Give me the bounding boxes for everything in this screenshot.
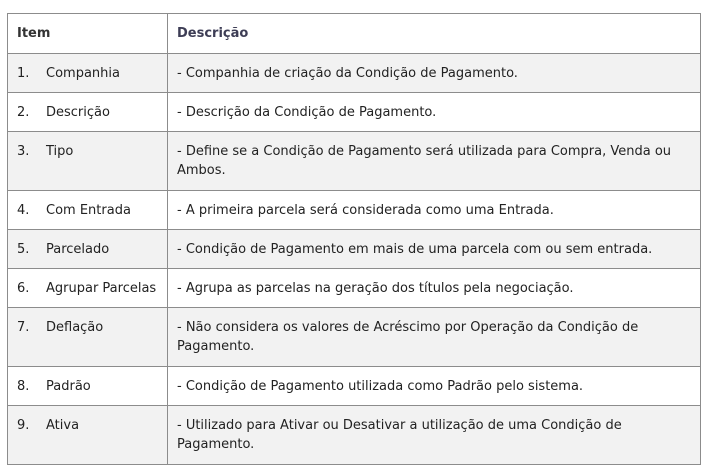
item-cell bbox=[8, 269, 168, 308]
table-row bbox=[8, 406, 701, 465]
item-number: 4. bbox=[17, 203, 30, 218]
description-cell: - Utilizado para Ativar ou Desativar a utilização de uma Condição de Pagamento. bbox=[168, 406, 701, 465]
item-number: 9. bbox=[17, 418, 30, 433]
table-row bbox=[8, 132, 701, 191]
item-number: 5. bbox=[17, 242, 30, 257]
table-row bbox=[8, 93, 701, 132]
item-name: Padrão bbox=[46, 379, 91, 394]
item-cell bbox=[8, 367, 168, 406]
description-cell: - Condição de Pagamento utilizada como Padrão pelo sistema. bbox=[168, 367, 701, 406]
item-cell bbox=[8, 132, 168, 191]
header-descricao: Descrição bbox=[168, 14, 701, 54]
item-name: Descrição bbox=[46, 105, 110, 120]
item-number: 2. bbox=[17, 105, 30, 120]
table-row bbox=[8, 269, 701, 308]
table-row bbox=[8, 191, 701, 230]
table-row bbox=[8, 230, 701, 269]
table-header-row bbox=[8, 14, 701, 54]
item-cell bbox=[8, 93, 168, 132]
description-cell: - Descrição da Condição de Pagamento. bbox=[168, 93, 701, 132]
item-cell bbox=[8, 191, 168, 230]
item-number: 3. bbox=[17, 144, 30, 159]
item-name: Ativa bbox=[46, 418, 80, 433]
item-number: 8. bbox=[17, 379, 30, 394]
item-cell bbox=[8, 308, 168, 367]
table-row bbox=[8, 308, 701, 367]
header-item: Item bbox=[8, 14, 168, 54]
table-row bbox=[8, 54, 701, 93]
item-number: 1. bbox=[17, 66, 30, 81]
item-name: Companhia bbox=[46, 66, 120, 81]
field-description-table bbox=[7, 13, 701, 465]
description-cell: - Não considera os valores de Acréscimo por Operação da Condição de Pagamento. bbox=[168, 308, 701, 367]
description-cell: - A primeira parcela será considerada como uma Entrada. bbox=[168, 191, 701, 230]
description-cell: - Condição de Pagamento em mais de uma parcela com ou sem entrada. bbox=[168, 230, 701, 269]
item-name: Agrupar Parcelas bbox=[46, 281, 157, 296]
item-cell bbox=[8, 230, 168, 269]
item-name: Deflação bbox=[46, 320, 104, 335]
item-name: Parcelado bbox=[46, 242, 110, 257]
item-number: 6. bbox=[17, 281, 30, 296]
item-name: Com Entrada bbox=[46, 203, 131, 218]
description-cell: - Companhia de criação da Condição de Pagamento. bbox=[168, 54, 701, 93]
item-cell bbox=[8, 406, 168, 465]
item-name: Tipo bbox=[46, 144, 74, 159]
description-cell: - Define se a Condição de Pagamento será utilizada para Compra, Venda ou Ambos. bbox=[168, 132, 701, 191]
item-number: 7. bbox=[17, 320, 30, 335]
item-cell bbox=[8, 54, 168, 93]
table-row bbox=[8, 367, 701, 406]
description-cell: - Agrupa as parcelas na geração dos títulos pela negociação. bbox=[168, 269, 701, 308]
